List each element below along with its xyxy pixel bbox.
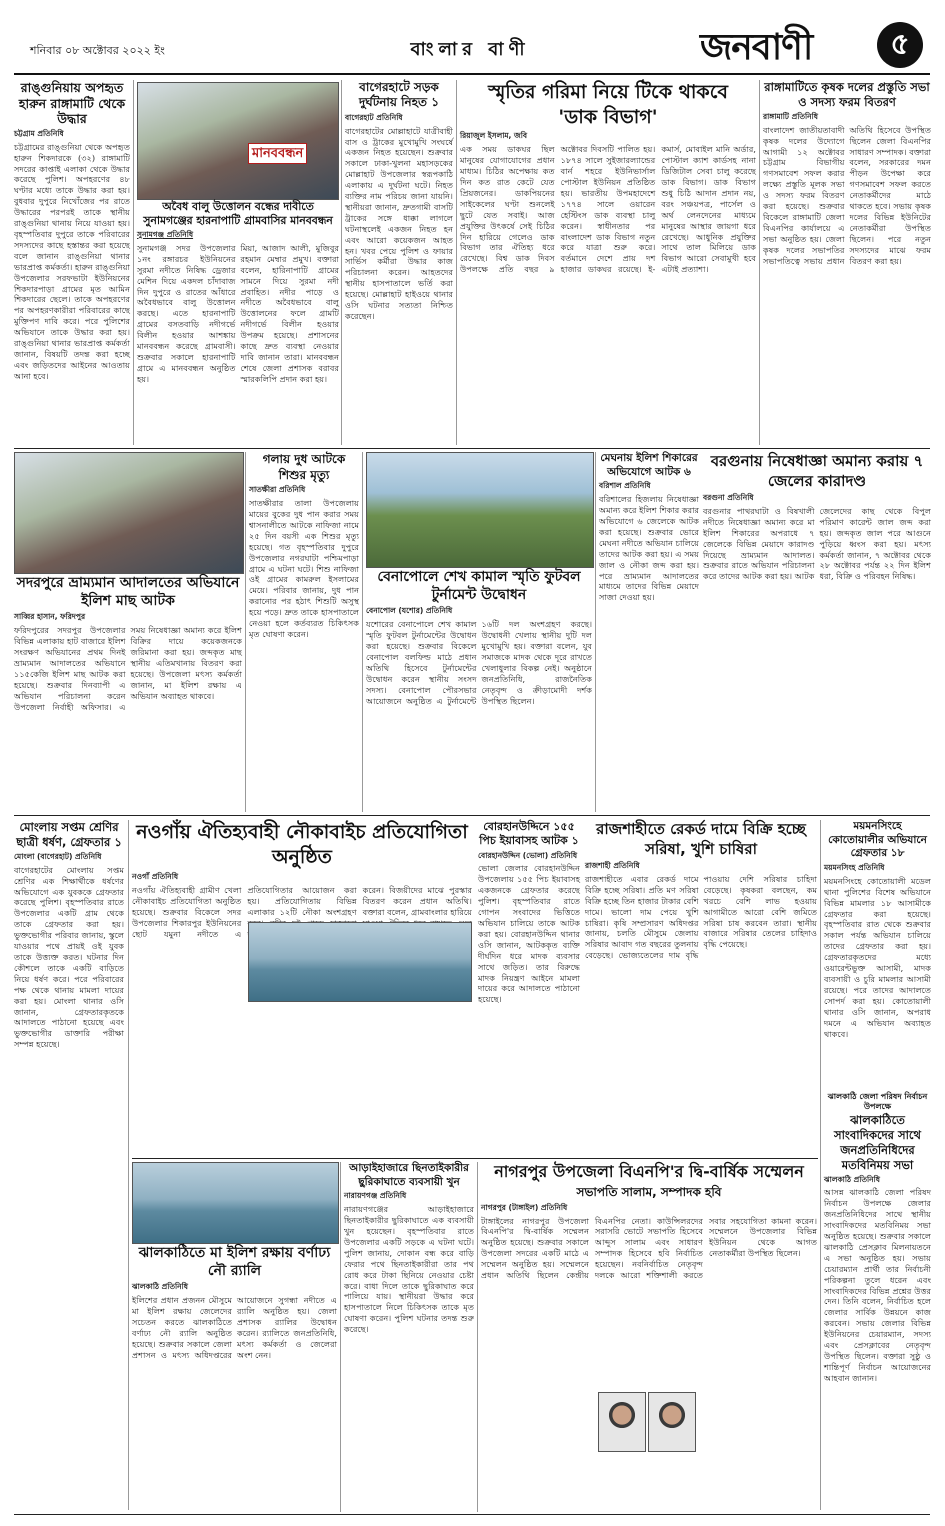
masthead [0, 0, 945, 74]
article-jhalokati-journalists [824, 1092, 931, 1512]
article-borhanuddin-yaba [478, 820, 580, 1155]
section-rule [14, 815, 930, 816]
headline: ঝালকাঠিতে সাংবাদিকদের সাথে জনপ্রতিনিধিদের মতবিনিময় সভা [834, 1112, 921, 1172]
article-body: যশোরের বেনাপোলে শেখ কামাল স্মৃতি ফুটবল টুর্নামেন্টের উদ্বোধন করা হয়েছে। শুক্রবার বিকেলে বেনাপোল বলফিল্ড মাঠে প্রধান অতিথি হিসেবে টুর্নামেন্টের উদ্বোধন করেন স্থানীয় সংসদ সদস্য। বেনাপোল পৌরসভার আয়োজনে অনুষ্ঠিত এ টুর্নামেন্টে ১৬টি দল অংশগ্রহণ করছে। উদ্বোধনী খেলায় স্থানীয় দুটি দল মুখোমুখি হয়। বক্তারা বলেন, যুব সমাজকে মাদক থেকে দূরে রাখতে খেলাধুলার বিকল্প নেই। অনুষ্ঠানে জনপ্রতিনিধি, রাজনৈতিক নেতৃবৃন্দ ও ক্রীড়ামোদী দর্শক উপস্থিত ছিলেন। [366, 619, 592, 706]
article-sadarpur-hilsa [14, 574, 242, 814]
reporter-byline: নারায়ণগঞ্জ প্রতিনিধি [344, 1191, 407, 1201]
headline: মেঘনায় ইলিশ শিকারের অভিযোগে আটক ৬ [600, 452, 698, 478]
column-divider [128, 820, 129, 1510]
article-body: বরগুনার পাথরঘাটা ও বিষখালী নদীতে নিষেধাজ্ঞা অমান্য করে মা ইলিশ শিকারের অপরাধে ৭ জেলেকে বিভিন্ন মেয়াদে কারাদণ্ড দিয়েছে ভ্রাম্যমান আদালত। শুক্রবার রাতে অভিযান পরিচালনা করে তাদের আটক করা হয়। আটক জেলেদের কাছ থেকে বিপুল পরিমাণ কারেন্ট জাল জব্দ করা হয়। জব্দকৃত জাল পরে আগুনে পুড়িয়ে ধ্বংস করা হয়। মৎস্য কর্মকর্তা জানান, ৭ অক্টোবর থেকে ২৮ অক্টোবর পর্যন্ত ২২ দিন ইলিশ ধরা, বিক্রি ও পরিবহন নিষিদ্ধ। [703, 505, 931, 582]
bottom-rule [14, 1514, 930, 1515]
reporter-byline: ঝালকাঠি প্রতিনিধি [132, 1282, 188, 1292]
article-body: নওগাঁয় ঐতিহ্যবাহী গ্রামীণ খেলা নৌকাবাইচ প্রতিযোগিতা অনুষ্ঠিত হয়েছে। শুক্রবার বিকেলে সদর উপজেলার শিকারপুর ইউনিয়নের ছোট যমুনা নদীতে এ প্রতিযোগিতার আয়োজন করা হয়। প্রতিযোগিতায় বিভিন্ন এলাকার ১২টি নৌকা অংশগ্রহণ করেন। বিজয়ীদের মাঝে পুরস্কার বিতরণ করেন প্রধান অতিথি। বক্তারা বলেন, গ্রামবাংলার হারিয়ে [132, 885, 472, 939]
headline: রাজশাহীতে রেকর্ড দামে বিক্রি হচ্ছে সরিষা, খুশি চাষিরা [596, 820, 806, 858]
headline: মোংলায় সপ্তম শ্রেণির ছাত্রী ধর্ষণ, গ্রেফতার ১ [16, 820, 122, 849]
article-postal-department [460, 80, 756, 445]
column-divider [362, 452, 363, 812]
headline: ময়মনসিংহে কোতোয়ালীর অভিযানে গ্রেফতার ১৮ [828, 820, 927, 860]
subheadline: সভাপতি সালাম, সম্পাদক হবি [576, 1184, 722, 1199]
column-divider [820, 820, 821, 1510]
reporter-byline: বরিশাল প্রতিনিধি [599, 481, 651, 491]
reporter-byline: মোংলা (বাগেরহাট) প্রতিনিধি [14, 851, 102, 861]
article-mongla-arrest [14, 820, 124, 1510]
headline: নওগাঁয় ঐতিহ্যবাহী নৌকাবাইচ প্রতিযোগিতা অনুষ্ঠিত [136, 821, 468, 869]
column-divider [759, 80, 760, 445]
reporter-byline: চট্টগ্রাম প্রতিনিধি [14, 128, 64, 138]
article-body: বাগেরহাটের মোংলায় সপ্তম শ্রেণির এক শিক্ষার্থীকে ধর্ষণের অভিযোগে এক যুবককে গ্রেফতার করেছে পুলিশ। বৃহস্পতিবার রাতে উপজেলার একটি গ্রাম থেকে তাকে গ্রেফতার করা হয়। ভুক্তভোগীর পরিবার জানায়, স্কুলে যাওয়ার পথে প্রায়ই ওই যুবক তাকে উত্ত্যক্ত করত। ঘটনার দিন কৌশলে তাকে একটি বাড়িতে নিয়ে ধর্ষণ করে। পরে পরিবারের পক্ষ থেকে থানায় মামলা দায়ের করা হয়। মোংলা থানার ওসি জানান, গ্রেফতারকৃতকে আদালতে পাঠানো হয়েছে এবং ভুক্তভোগীর ডাক্তারি পরীক্ষা সম্পন্ন হয়েছে। [14, 864, 124, 1050]
column-divider [341, 80, 342, 445]
page-number: ৫ [890, 27, 910, 62]
headline: ঝালকাঠিতে মা ইলিশ রক্ষায় বর্ণাঢ্য নৌ র‍্যালি [138, 1245, 331, 1280]
headline: বরগুনায় নিষেধাজ্ঞা অমান্য করায় ৭ জেলের কারাদণ্ড [710, 452, 924, 490]
reporter-byline: সাব্বির হাসান, ফরিদপুর [14, 612, 86, 622]
column-divider [133, 80, 134, 445]
reporter-byline: নাগরপুর (টাঙ্গাইল) প্রতিনিধি [481, 1202, 568, 1212]
article-body: নারায়ণগঞ্জের আড়াইহাজারে ছিনতাইকারীর ছুরিকাঘাতে এক ব্যবসায়ী খুন হয়েছেন। বৃহস্পতিবার রাতে উপজেলার একটি সড়কে এ ঘটনা ঘটে। পুলিশ জানায়, দোকান বন্ধ করে বাড়ি ফেরার পথে ছিনতাইকারীরা তার পথ রোধ করে টাকা ছিনিয়ে নেওয়ার চেষ্টা করে। বাধা দিলে তাকে ছুরিকাঘাত করে পালিয়ে যায়। স্থানীয়রা উদ্ধার করে হাসপাতালে নিলে চিকিৎসক তাকে মৃত ঘোষণা করেন। পুলিশ ঘটনার তদন্ত শুরু করেছে। [344, 1204, 474, 1335]
article-satkhira-infant [249, 452, 359, 812]
reporter-byline: ময়মনসিংহ প্রতিনিধি [824, 862, 885, 872]
banner-text: মানববন্ধন [248, 143, 307, 164]
article-rangamati-krishak-dal [763, 80, 931, 445]
article-araihazar-murder [344, 1162, 474, 1512]
headline: আড়াইহাজারে ছিনতাইকারীর ছুরিকাঘাতে ব্যবসায়ী খুন [349, 1162, 469, 1188]
headline: রাঙ্গুনিয়ায় অপহৃত হারুন রাঙ্গামাটি থেকে উদ্ধার [18, 80, 126, 127]
photo-president-portrait [598, 1392, 646, 1452]
article-barguna-fishermen [703, 452, 931, 812]
logo-text: জনবাণী [700, 27, 813, 68]
reporter-byline: নওগাঁ প্রতিনিধি [132, 872, 179, 882]
article-body: ফরিদপুরের সদরপুর উপজেলার বিভিন্ন এলাকায় হাট বাজারে ইলিশ সংরক্ষণ অভিযানের প্রথম দিনই ভ্রাম্যমান আদালতের অভিযানে ১১৫কেজি ইলিশ মাছ আটক করা হয়েছে। শুক্রবার দিনব্যাপী এ অভিযান পরিচালনা করেন উপজেলা নির্বাহী অফিসার। এ সময় নিষেধাজ্ঞা অমান্য করে ইলিশ বিক্রির দায়ে কয়েকজনকে জরিমানা করা হয়। জব্দকৃত মাছ স্থানীয় এতিমখানায় বিতরণ করা হয়েছে। উপজেলা মৎস্য কর্মকর্তা জানান, মা ইলিশ রক্ষায় এ অভিযান অব্যাহত থাকবে। [14, 625, 242, 712]
photo-hilsa-seizure [14, 452, 244, 574]
reporter-byline: বরগুনা প্রতিনিধি [703, 493, 754, 502]
masthead-rule [14, 73, 930, 75]
article-body: ইলিশের প্রধান প্রজনন মৌসুমে মা ইলিশ রক্ষায় জেলেদের সচেতন করতে ঝালকাঠিতে বর্ণাঢ্য নৌ র‍্যালি অনুষ্ঠিত হয়েছে। শুক্রবার সকালে জেলা প্রশাসন ও মৎস্য অধিদপ্তরের আয়োজনে সুগন্ধা নদীতে এ র‍্যালি অনুষ্ঠিত হয়। জেলা প্রশাসক র‍্যালির উদ্বোধন করেন। র‍্যালিতে জনপ্রতিনিধি, মৎস্য কর্মকর্তা ও জেলেরা অংশ নেন। [132, 1295, 337, 1360]
article-body: বাগেরহাটের মোল্লাহাটে যাত্রীবাহী বাস ও ট্রাকের মুখোমুখি সংঘর্ষে একজন নিহত হয়েছেন। শুক্রবার সকালে ঢাকা-খুলনা মহাসড়কের মোল্লাহাট উপজেলার স্বরূপকাঠি এলাকায় এ দুর্ঘটনা ঘটে। নিহত ব্যক্তির নাম পরিচয় জানা যায়নি। স্থানীয়রা জানান, দ্রুতগামী বাসটি ট্রাকের সঙ্গে ধাক্কা লাগলে ঘটনাস্থলেই একজন নিহত হন এবং আরো কয়েকজন আহত হন। খবর পেয়ে পুলিশ ও ফায়ার সার্ভিস কর্মীরা উদ্ধার কাজ পরিচালনা করেন। আহতদের স্থানীয় হাসপাতালে ভর্তি করা হয়েছে। মোল্লাহাট হাইওয়ে থানার ওসি ঘটনার সত্যতা নিশ্চিত করেছেন। [345, 125, 453, 322]
newspaper-logo [700, 24, 880, 68]
reporter-byline: সাতক্ষীরা প্রতিনিধি [249, 485, 306, 495]
article-body: বাংলাদেশ জাতীয়তাবাদী কৃষক দলের উদ্যোগে আগামী ১২ অক্টোবর চট্টগ্রাম বিভাগীয় গণসমাবেশ সফল করার লক্ষ্যে প্রস্তুতি মূলক সভা ও সদস্য ফরম বিতরণ করা হয়েছে। শুক্রবার বিকেলে রাঙ্গামাটি জেলা বিএনপির কার্যালয়ে এ সভা অনুষ্ঠিত হয়। জেলা কৃষক দলের সভাপতির সভাপতিত্বে সভায় প্রধান অতিথি হিসেবে উপস্থিত ছিলেন জেলা বিএনপির সাধারণ সম্পাদক। বক্তারা বলেন, সরকারের দমন পীড়ন উপেক্ষা করে গণসমাবেশ সফল করতে নেতাকর্মীদের মাঠে থাকতে হবে। সভায় কৃষক দলের বিভিন্ন ইউনিটের নেতাকর্মীরা উপস্থিত ছিলেন। পরে নতুন সদস্যদের মাঝে ফরম বিতরণ করা হয়। [763, 124, 931, 266]
issue-date: শনিবার ০৮ অক্টোবর ২০২২ ইং [30, 44, 165, 57]
photo-boat-rally [132, 1162, 339, 1244]
section-rule [132, 1158, 818, 1159]
column-divider [456, 80, 457, 445]
article-body-col2: মিয়া, আজাদ আলী, মুজিবুর রহমান মেম্বার প্রমুখ। বক্তারা বলেন, হারিনাপাটি গ্রামের সামনে দিয়ে সুরমা নদী প্রবাহিত। নদীর পাড়ে ও নদীতে অবৈধভাবে বালু উত্তোলনের ফলে গ্রামটি নদীগর্ভে বিলীন হওয়ার উপক্রম হয়েছে। প্রশাসনের কাছে দ্রুত ব্যবস্থা নেওয়ার দাবি জানান তারা। মানববন্ধন শেষে জেলা প্রশাসক বরাবর স্মারকলিপি প্রদান করা হয়। [240, 242, 339, 384]
reporter-byline: রাজশাহী প্রতিনিধি [585, 861, 640, 870]
article-body: ভোলা জেলার বোরহানউদ্দিন উপজেলায় ১৫৫ পিচ ইয়াবাসহ একজনকে গ্রেফতার করেছে পুলিশ। বৃহস্পতিবার রাতে গোপন সংবাদের ভিত্তিতে অভিযান চালিয়ে তাকে আটক করা হয়। বোরহানউদ্দিন থানার ওসি জানান, আটককৃত ব্যক্তি দীর্ঘদিন ধরে মাদক ব্যবসার সাথে জড়িত। তার বিরুদ্ধে মাদক নিয়ন্ত্রণ আইনে মামলা দায়ের করে আদালতে পাঠানো হয়েছে। [478, 863, 580, 1005]
photo-secretary-portrait [648, 1392, 696, 1452]
column-divider [595, 452, 596, 812]
headline: বেনাপোলে শেখ কামাল স্মৃতি ফুটবল টুর্নামেন্ট উদ্বোধন [377, 569, 581, 604]
reporter-byline: বোরহানউদ্দিন (ভোলা) প্রতিনিধি [478, 850, 578, 860]
article-body: ময়মনসিংহে কোতোয়ালী মডেল থানা পুলিশের বিশেষ অভিযানে বিভিন্ন মামলার ১৮ আসামীকে গ্রেফতার করা হয়েছে। বৃহস্পতিবার রাত থেকে শুক্রবার সকাল পর্যন্ত অভিযান চালিয়ে তাদের গ্রেফতার করা হয়। গ্রেফতারকৃতদের মধ্যে ওয়ারেন্টভুক্ত আসামী, মাদক ব্যবসায়ী ও চুরি মামলার আসামী রয়েছে। পরে তাদের আদালতে সোপর্দ করা হয়। কোতোয়ালী থানার ওসি জানান, অপরাধ দমনে এ অভিযান অব্যাহত থাকবে। [824, 875, 931, 1039]
article-rangunia-abduction [14, 80, 130, 445]
headline: নাগরপুর উপজেলা বিএনপি'র দ্বি-বার্ষিক সম্মেলন [494, 1162, 804, 1181]
reporter-byline: বাগেরহাট প্রতিনিধি [345, 112, 403, 122]
column-divider [477, 1162, 478, 1512]
article-body: চট্টগ্রামের রাঙ্গুনিয়া থেকে অপহৃত হারুন শিকদারকে (৩২) রাঙ্গামাটি সদরের কাপ্তাই এলাকা থেকে উদ্ধার করেছে পুলিশ। অপহরণের ৪৮ ঘণ্টার মধ্যে তাকে উদ্ধার করা হয়। বুধবার দুপুরে নিখোঁজের পর রাতে উদ্ধারের পরপরই তাকে স্থানীয় রাঙ্গুনিয়া থানায় নিয়ে যাওয়া হয়। বৃহস্পতিবার দুপুরে তাকে পরিবারের সদস্যদের কাছে হস্তান্তর করা হয়েছে বলে জানান রাঙ্গুনিয়া থানার ভারপ্রাপ্ত কর্মকর্তা। হারুন রাঙ্গুনিয়া উপজেলার সরফভাটা ইউনিয়নের শিকদারপাড়া গ্রামের মৃত আমিন শিকদারের ছেলে। তাকে অপহরণের পর অপহরণকারীরা পরিবারের কাছে মুক্তিপণ দাবি করে। পরে পুলিশের অভিযানে তাকে উদ্ধার করা হয়। রাঙ্গুনিয়া থানার ভারপ্রাপ্ত কর্মকর্তা জানান, বিষয়টি তদন্ত করা হচ্ছে এবং জড়িতদের আইনের আওতায় আনা হবে। [14, 141, 130, 381]
column-divider [340, 1162, 341, 1512]
section-rule [14, 448, 930, 449]
headline: স্মৃতির গরিমা নিয়ে টিকে থাকবে 'ডাক বিভাগ' [488, 81, 728, 128]
reporter-byline: রাঙ্গামাটি প্রতিনিধি [763, 111, 818, 121]
headline: বোরহানউদ্দিনে ১৫৫ পিচ ইয়াবাসহ আটক ১ [479, 820, 579, 848]
column-divider [245, 452, 246, 812]
section-title: বাংলার বাণী [410, 39, 530, 60]
photo-boat-race [248, 922, 472, 1002]
article-sunamganj-human-chain [137, 200, 339, 448]
headline: গলায় দুধ আটকে শিশুর মৃত্যু [262, 452, 346, 482]
article-nagarpur-bnp [481, 1162, 817, 1512]
page-number-badge [877, 22, 923, 68]
headline: সদরপুরে ভ্রাম্যমান আদালতের অভিযানে ইলিশ মাছ আটক [16, 575, 240, 610]
article-body: আসন্ন ঝালকাঠি জেলা পরিষদ নির্বাচন উপলক্ষে জেলার জনপ্রতিনিধিদের সাথে স্থানীয় সাংবাদিকদের মতবিনিময় সভা অনুষ্ঠিত হয়েছে। শুক্রবার সকালে ঝালকাঠি প্রেসক্লাব মিলনায়তনে এ সভা অনুষ্ঠিত হয়। সভায় চেয়ারম্যান প্রার্থী তার নির্বাচনী পরিকল্পনা তুলে ধরেন এবং সাংবাদিকদের বিভিন্ন প্রশ্নের উত্তর দেন। তিনি বলেন, নির্বাচিত হলে জেলার সার্বিক উন্নয়নে কাজ করবেন। সভায় জেলার বিভিন্ন ইউনিয়নের চেয়ারম্যান, সদস্য এবং প্রেসক্লাবের নেতৃবৃন্দ উপস্থিত ছিলেন। বক্তারা সুষ্ঠু ও শান্তিপূর্ণ নির্বাচন আয়োজনের আহবান জানান। [824, 1187, 931, 1383]
reporter-byline: রিয়াজুল ইসলাম, জবি [460, 131, 528, 141]
article-body: টাঙ্গাইলের নাগরপুর উপজেলা বিএনপি'র দ্বি-বার্ষিক সম্মেলন অনুষ্ঠিত হয়েছে। শুক্রবার সকালে উপজেলা সদরের একটি মাঠে এ সম্মেলন অনুষ্ঠিত হয়। সম্মেলনে প্রধান অতিথি ছিলেন কেন্দ্রীয় বিএনপির নেতা। কাউন্সিলরদের সরাসরি ভোটে সভাপতি হিসেবে আব্দুস সালাম এবং সাধারণ সম্পাদক হিসেবে হবি নির্বাচিত হয়েছেন। নবনির্বাচিত নেতৃবৃন্দ দলকে আরো শক্তিশালী করতে সবার সহযোগিতা কামনা করেন। সম্মেলনে উপজেলার বিভিন্ন ইউনিয়ন থেকে আগত নেতাকর্মীরা উপস্থিত ছিলেন। [481, 1215, 817, 1281]
article-meghna-hilsa-arrest [599, 452, 699, 812]
photo-human-chain [137, 82, 339, 200]
photo-football-tournament [366, 452, 594, 568]
article-body: এক সময় ডাকঘর ছিল মানুষের যোগাযোগের প্রধান মাধ্যম। চিঠির অপেক্ষায় কত দিন কত রাত কেটে যেত প্রিয়জনের। ডাকপিয়নের সাইকেলের ঘণ্টা শুনলেই ছুটে যেত সবাই। আজ প্রযুক্তির উৎকর্ষে সেই চিঠির দিন হারিয়ে গেলেও ডাক বিভাগ তার ঐতিহ্য ধরে রেখেছে। বিশ্ব ডাক দিবস উপলক্ষে প্রতি বছর ৯ অক্টোবর দিবসটি পালিত হয়। ১৮৭৪ সালে সুইজারল্যান্ডের বার্ন শহরে ইউনিভার্সাল পোস্টাল ইউনিয়ন প্রতিষ্ঠিত হয়। ভারতীয় উপমহাদেশে ১৭৭৪ সালে ওয়ারেন হেস্টিংস ডাক ব্যবস্থা চালু করেন। স্বাধীনতার পর বাংলাদেশ ডাক বিভাগ নতুন করে যাত্রা শুরু করে। বর্তমানে দেশে প্রায় দশ হাজার ডাকঘর রয়েছে। ই-কমার্স, মোবাইল মানি অর্ডার, পোস্টাল ক্যাশ কার্ডসহ নানা ডিজিটাল সেবা চালু করেছে ডাক বিভাগ। ডাক বিভাগ শুধু চিঠি আদান প্রদান নয়, বরং সঞ্চয়পত্র, পার্সেল ও অর্থ লেনদেনের মাধ্যমে মানুষের আস্থার জায়গা ধরে রেখেছে। আধুনিক প্রযুক্তির সাথে তাল মিলিয়ে ডাক বিভাগ আরো সেবামুখী হবে এটাই প্রত্যাশা। [460, 144, 756, 275]
article-rajshahi-mustard [585, 820, 817, 1155]
headline: বাগেরহাটে সড়ক দুর্ঘটনায় নিহত ১ [358, 80, 439, 110]
kicker: ঝালকাঠি জেলা পরিষদ নির্বাচন উপলক্ষে [827, 1092, 928, 1112]
article-bagerhat-accident [345, 80, 453, 445]
reporter-byline: বেনাপোল (যশোর) প্রতিনিধি [366, 606, 453, 616]
article-mymensingh-arrests [824, 820, 931, 1039]
article-body: সাতক্ষীরার তালা উপজেলায় মায়ের বুকের দুধ পান করার সময় শ্বাসনালীতে আটকে নাফিজা নামে ২৫ দিন বয়সী এক শিশুর মৃত্যু হয়েছে। গত বৃহস্পতিবার দুপুরে উপজেলার নগরঘাটা পশ্চিমপাড়া গ্রামে এ ঘটনা ঘটে। শিশু নাফিজা ওই গ্রামের কামরুল ইসলামের মেয়ে। পরিবার জানায়, দুধ পান করানোর পর হঠাৎ শিশুটি অসুস্থ হয়ে পড়ে। দ্রুত তাকে হাসপাতালে নেওয়া হলে কর্তব্যরত চিকিৎসক মৃত ঘোষণা করেন। [249, 498, 359, 639]
photo-caption: অবৈধ বালু উত্তোলন বন্ধের দাবীতে সুনামগঞ্জের হারনাপাটি গ্রামবাসির মানববন্ধন [143, 200, 333, 228]
article-body: বরিশালের হিজলায় নিষেধাজ্ঞা অমান্য করে ইলিশ শিকার করার অভিযোগে ৬ জেলেকে আটক করা হয়েছে। শুক্রবার ভোরে মেঘনা নদীতে অভিযান চালিয়ে তাদের আটক করা হয়। এ সময় জাল ও নৌকা জব্দ করা হয়। পরে ভ্রাম্যমান আদালতের মাধ্যমে তাদের বিভিন্ন মেয়াদে সাজা দেওয়া হয়। [599, 494, 699, 603]
reporter-byline: ঝালকাঠি প্রতিনিধি [824, 1174, 880, 1184]
article-jhalokati-rally [132, 1244, 337, 1512]
headline: রাঙ্গামাটিতে কৃষক দলের প্রস্তুতি সভা ও সদস্য ফরম বিতরণ [764, 80, 930, 109]
article-benapole-football [366, 568, 592, 812]
article-body: রাজশাহীতে এবার রেকর্ড দামে বিক্রি হচ্ছে সরিষা। প্রতি মণ সরিষা বিক্রি হচ্ছে তিন হাজার টাকার বেশি দামে। ভালো দাম পেয়ে খুশি চাষিরা। কৃষি সম্প্রসারণ অধিদপ্তর জানায়, চলতি মৌসুমে জেলায় সরিষার আবাদ গত বছরের তুলনায় বেড়েছে। ভোজ্যতেলের দাম বৃদ্ধি পাওয়ায় দেশি সরিষার চাহিদা বেড়েছে। কৃষকরা বলছেন, কম খরচে বেশি লাভ হওয়ায় আগামীতে আরো বেশি জমিতে সরিষা চাষ করবেন তারা। স্থানীয় বাজারে সরিষার তেলের চাহিদাও বৃদ্ধি পেয়েছে। [585, 873, 817, 961]
reporter-byline: সুনামগঞ্জ প্রতিনিধি [137, 230, 194, 240]
article-body-col1: সুনামগঞ্জ সদর উপজেলার ১নং রঙ্গারচর ইউনিয়নের সুরমা নদীতে নিষিদ্ধ ড্রেজার মেশিন দিয়ে একদল চাঁদাবাজ দিন দুপুরে ও রাতের আঁধারে অবৈধভাবে বালু উত্তোলন করছে। এতে হারনাপাটি গ্রামের বসতবাড়ি নদীগর্ভে বিলীন হওয়ার আশঙ্কায় মানববন্ধন করেছে গ্রামবাসী। শুক্রবার সকালে হারনাপাটি গ্রামে এ মানববন্ধন অনুষ্ঠিত হয়। [137, 242, 236, 384]
